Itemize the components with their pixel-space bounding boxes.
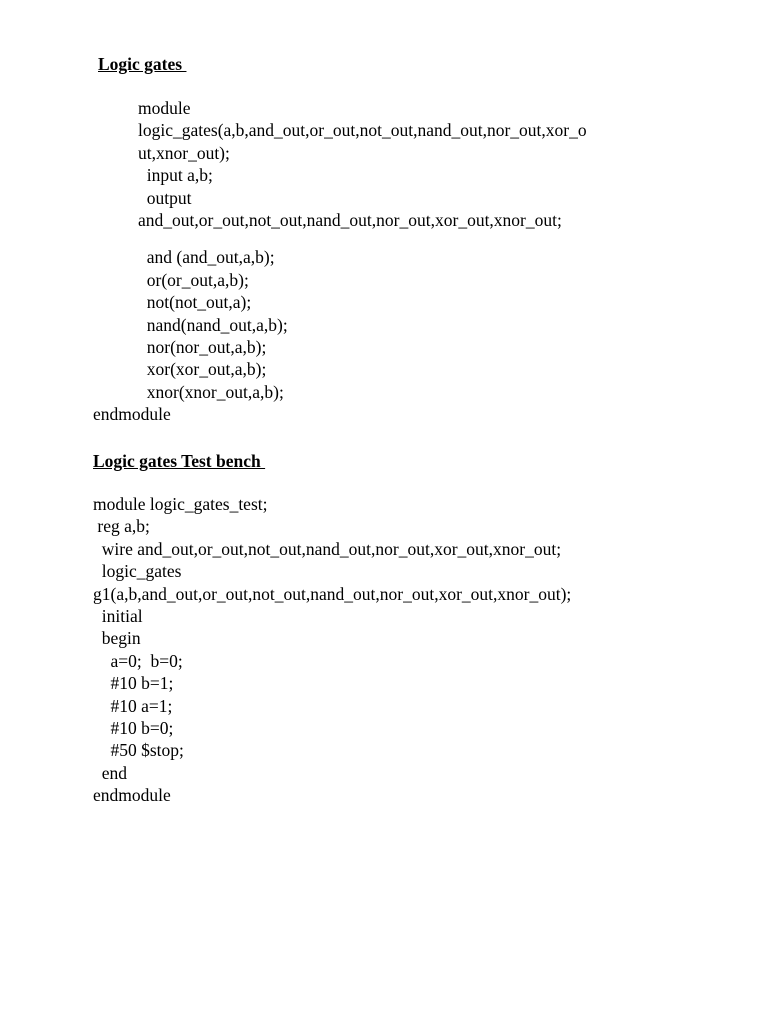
code-line: #10 b=0; (93, 717, 174, 738)
code-line: endmodule (93, 785, 171, 806)
code-line: and (and_out,a,b); (138, 247, 275, 268)
code-line: reg a,b; (93, 516, 150, 537)
code-line: not(not_out,a); (138, 292, 252, 313)
code-line: a=0; b=0; (93, 650, 183, 671)
section-heading-logic-gates: Logic gates (98, 54, 187, 74)
code-line: initial (93, 605, 143, 626)
section-heading-test-bench: Logic gates Test bench (93, 451, 266, 471)
code-line: nor(nor_out,a,b); (138, 336, 267, 357)
code-line: #10 b=1; (93, 673, 174, 694)
code-line: module (138, 98, 191, 118)
code-line: module logic_gates_test; (93, 494, 268, 514)
code-line: or(or_out,a,b); (138, 269, 249, 290)
code-line: output (138, 187, 192, 208)
code-line: logic_gates(a,b,and_out,or_out,not_out,nand_out,nor_out,xor_o (138, 120, 587, 141)
code-line: #50 $stop; (93, 740, 184, 761)
paragraph-gap (138, 231, 587, 246)
code-line: xnor(xnor_out,a,b); (138, 381, 284, 402)
code-line-endmodule: endmodule (93, 404, 171, 425)
code-line: input a,b; (138, 165, 213, 186)
code-line: and_out,or_out,not_out,nand_out,nor_out,xor_out,xnor_out; (138, 209, 562, 230)
code-line: begin (93, 628, 141, 649)
code-line: end (93, 762, 128, 783)
code-line: wire and_out,or_out,not_out,nand_out,nor_out,xor_out,xnor_out; (93, 538, 562, 559)
code-line: ut,xnor_out); (138, 142, 230, 163)
code-line: #10 a=1; (93, 695, 173, 716)
code-line: xor(xor_out,a,b); (138, 359, 267, 380)
code-line: nand(nand_out,a,b); (138, 314, 288, 335)
module-code-block (93, 97, 587, 425)
code-line: g1(a,b,and_out,or_out,not_out,nand_out,nor_out,xor_out,xnor_out); (93, 583, 572, 604)
code-line: logic_gates (93, 561, 182, 582)
testbench-code-block (93, 493, 571, 806)
